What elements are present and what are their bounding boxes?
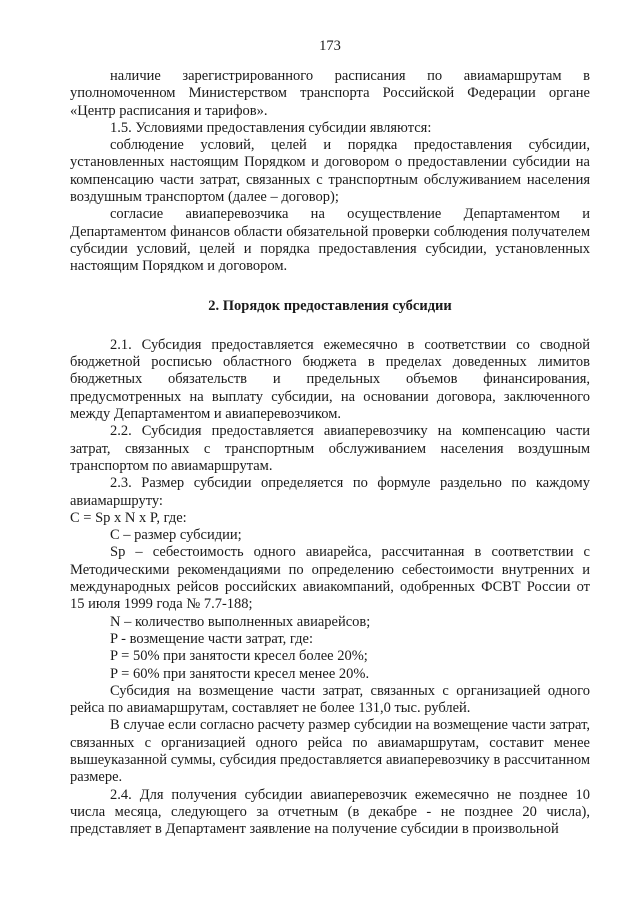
paragraph-compliance: соблюдение условий, целей и порядка предоставления субсидии, установленных настоящим Порядком и договором о предоставлении субсидии на компенсацию части затрат, связанных с транспортным обслуживанием населения воздушным транспортом (далее – договор); [70, 137, 590, 206]
paragraph-consent: согласие авиаперевозчика на осуществление Департаментом и Департаментом финансов области обязательной проверки соблюдения получателем субсидии условий, целей и порядка предоставления субсидии, установленных настоящим Порядком и договором. [70, 206, 590, 275]
paragraph-2-4: 2.4. Для получения субсидии авиаперевозчик ежемесячно не позднее 10 числа месяца, следующего за отчетным (в декабре - не позднее 20 числа), представляет в Департамент заявление на получение субсидии в произвольной [70, 786, 590, 838]
definition-n: N – количество выполненных авиарейсов; [110, 613, 371, 630]
definition-p-60: P = 60% при занятости кресел менее 20%. [110, 665, 370, 682]
definition-sp: Sp – себестоимость одного авиарейса, рассчитанная в соответствии с Методическими рекомендациями по определению себестоимости внутренних и международных рейсов российских авиакомпаний, одобренных ФСВТ России от 15 июля 1999 года № 7.7-188; [70, 544, 590, 613]
definition-p: P - возмещение части затрат, где: [110, 630, 313, 647]
paragraph-2-3: 2.3. Размер субсидии определяется по формуле раздельно по каждому авиамаршруту: [70, 475, 590, 509]
definition-p-50: P = 50% при занятости кресел более 20%; [110, 648, 368, 665]
paragraph-2-2: 2.2. Субсидия предоставляется авиаперевозчику на компенсацию части затрат, связанных с транспортным обслуживанием населения воздушным транспортом по авиамаршрутам. [70, 423, 590, 474]
subsidy-formula: С = Sp x N x P, где: [70, 509, 187, 526]
paragraph-2-1: 2.1. Субсидия предоставляется ежемесячно в соответствии со сводной бюджетной росписью областного бюджета в пределах доведенных лимитов бюджетных обязательств и предельных объемов финансирования, предусмотренных на выплату субсидии, на основании договора, заключенного между Департаментом и авиаперевозчиком. [70, 336, 590, 423]
page-number: 173 [319, 38, 341, 54]
paragraph-lower-amount: В случае если согласно расчету размер субсидии на возмещение части затрат, связанных с организацией одного рейса по авиамаршрутам, составит менее вышеуказанной суммы, субсидия предоставляется авиаперевозчику в рассчитанном размере. [70, 717, 590, 786]
definition-c: С – размер субсидии; [110, 527, 242, 544]
document-body [70, 68, 590, 838]
section-heading: 2. Порядок предоставления субсидии [208, 297, 452, 314]
paragraph-max-subsidy: Субсидия на возмещение части затрат, связанных с организацией одного рейса по авиамаршрутам, составляет не более 131,0 тыс. рублей. [70, 682, 590, 717]
paragraph-schedule: наличие зарегистрированного расписания по авиамаршрутам в уполномоченном Министерством транспорта Российской Федерации органе «Центр расписания и тарифов». [70, 68, 590, 119]
paragraph-conditions-intro: 1.5. Условиями предоставления субсидии являются: [110, 119, 432, 136]
